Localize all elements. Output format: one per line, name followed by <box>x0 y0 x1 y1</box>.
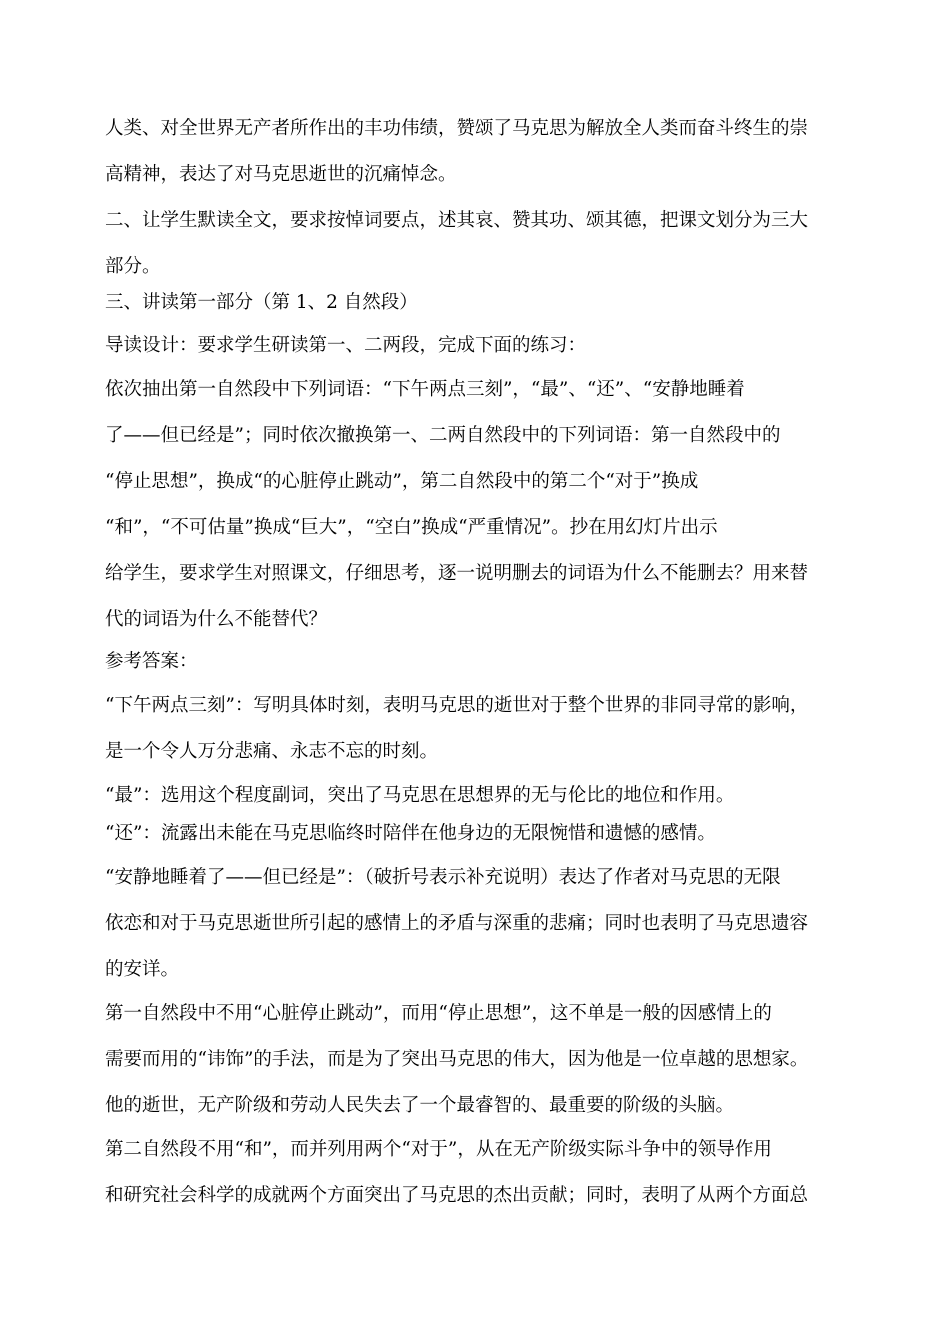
text-line-14: “下午两点三刻”：写明具体时刻，表明马克思的逝世对于整个世界的非同寻常的影响， <box>105 695 809 716</box>
text-line-25: 和研究社会科学的成就两个方面突出了马克思的杰出贡献；同时，表明了从两个方面总 <box>105 1185 809 1206</box>
text-line-24: 第二自然段不用“和”，而并列用两个“对于”，从在无产阶级实际斗争中的领导作用 <box>105 1139 772 1160</box>
text-line-12: 代的词语为什么不能替代？ <box>105 609 328 630</box>
text-line-7: 依次抽出第一自然段中下列词语：“下午两点三刻”，“最”、“还”、“安静地睡着 <box>105 379 745 400</box>
text-line-8: 了——但已经是”；同时依次撤换第一、二两自然段中的下列词语：第一自然段中的 <box>105 425 781 446</box>
text-line-2: 高精神，表达了对马克思逝世的沉痛悼念。 <box>105 164 457 185</box>
text-line-10: “和”，“不可估量”换成“巨大”，“空白”换成“严重情况”。抄在用幻灯片出示 <box>105 517 718 538</box>
text-line-15: 是一个令人万分悲痛、永志不忘的时刻。 <box>105 741 439 762</box>
text-line-16: “最”：选用这个程度副词，突出了马克思在思想界的无与伦比的地位和作用。 <box>105 785 735 806</box>
text-line-4: 部分。 <box>105 256 161 277</box>
text-line-20: 的安详。 <box>105 959 180 980</box>
text-line-23: 他的逝世，无产阶级和劳动人民失去了一个最睿智的、最重要的阶级的头脑。 <box>105 1095 735 1116</box>
text-line-6: 导读设计：要求学生研读第一、二两段，完成下面的练习： <box>105 335 587 356</box>
section-heading-3: 三、讲读第一部分（第 1、2 自然段） <box>105 292 418 313</box>
answer-heading: 参考答案： <box>105 651 198 672</box>
text-line-19: 依恋和对于马克思逝世所引起的感情上的矛盾与深重的悲痛；同时也表明了马克思遗容 <box>105 913 809 934</box>
text-line-11: 给学生，要求学生对照课文，仔细思考，逐一说明删去的词语为什么不能删去？用来替 <box>105 563 809 584</box>
text-line-1: 人类、对全世界无产者所作出的丰功伟绩，赞颂了马克思为解放全人类而奋斗终生的崇 <box>105 118 809 139</box>
section-heading-2: 二、让学生默读全文，要求按悼词要点，述其哀、赞其功、颂其德，把课文划分为三大 <box>105 210 809 231</box>
text-line-9: “停止思想”，换成“的心脏停止跳动”，第二自然段中的第二个“对于”换成 <box>105 471 699 492</box>
text-line-17: “还”：流露出未能在马克思临终时陪伴在他身边的无限惋惜和遗憾的感情。 <box>105 823 716 844</box>
text-line-22: 需要而用的“讳饰”的手法，而是为了突出马克思的伟大，因为他是一位卓越的思想家。 <box>105 1049 809 1070</box>
text-line-21: 第一自然段中不用“心脏停止跳动”，而用“停止思想”，这不单是一般的因感情上的 <box>105 1003 772 1024</box>
text-line-18: “安静地睡着了——但已经是”：（破折号表示补充说明）表达了作者对马克思的无限 <box>105 867 781 888</box>
